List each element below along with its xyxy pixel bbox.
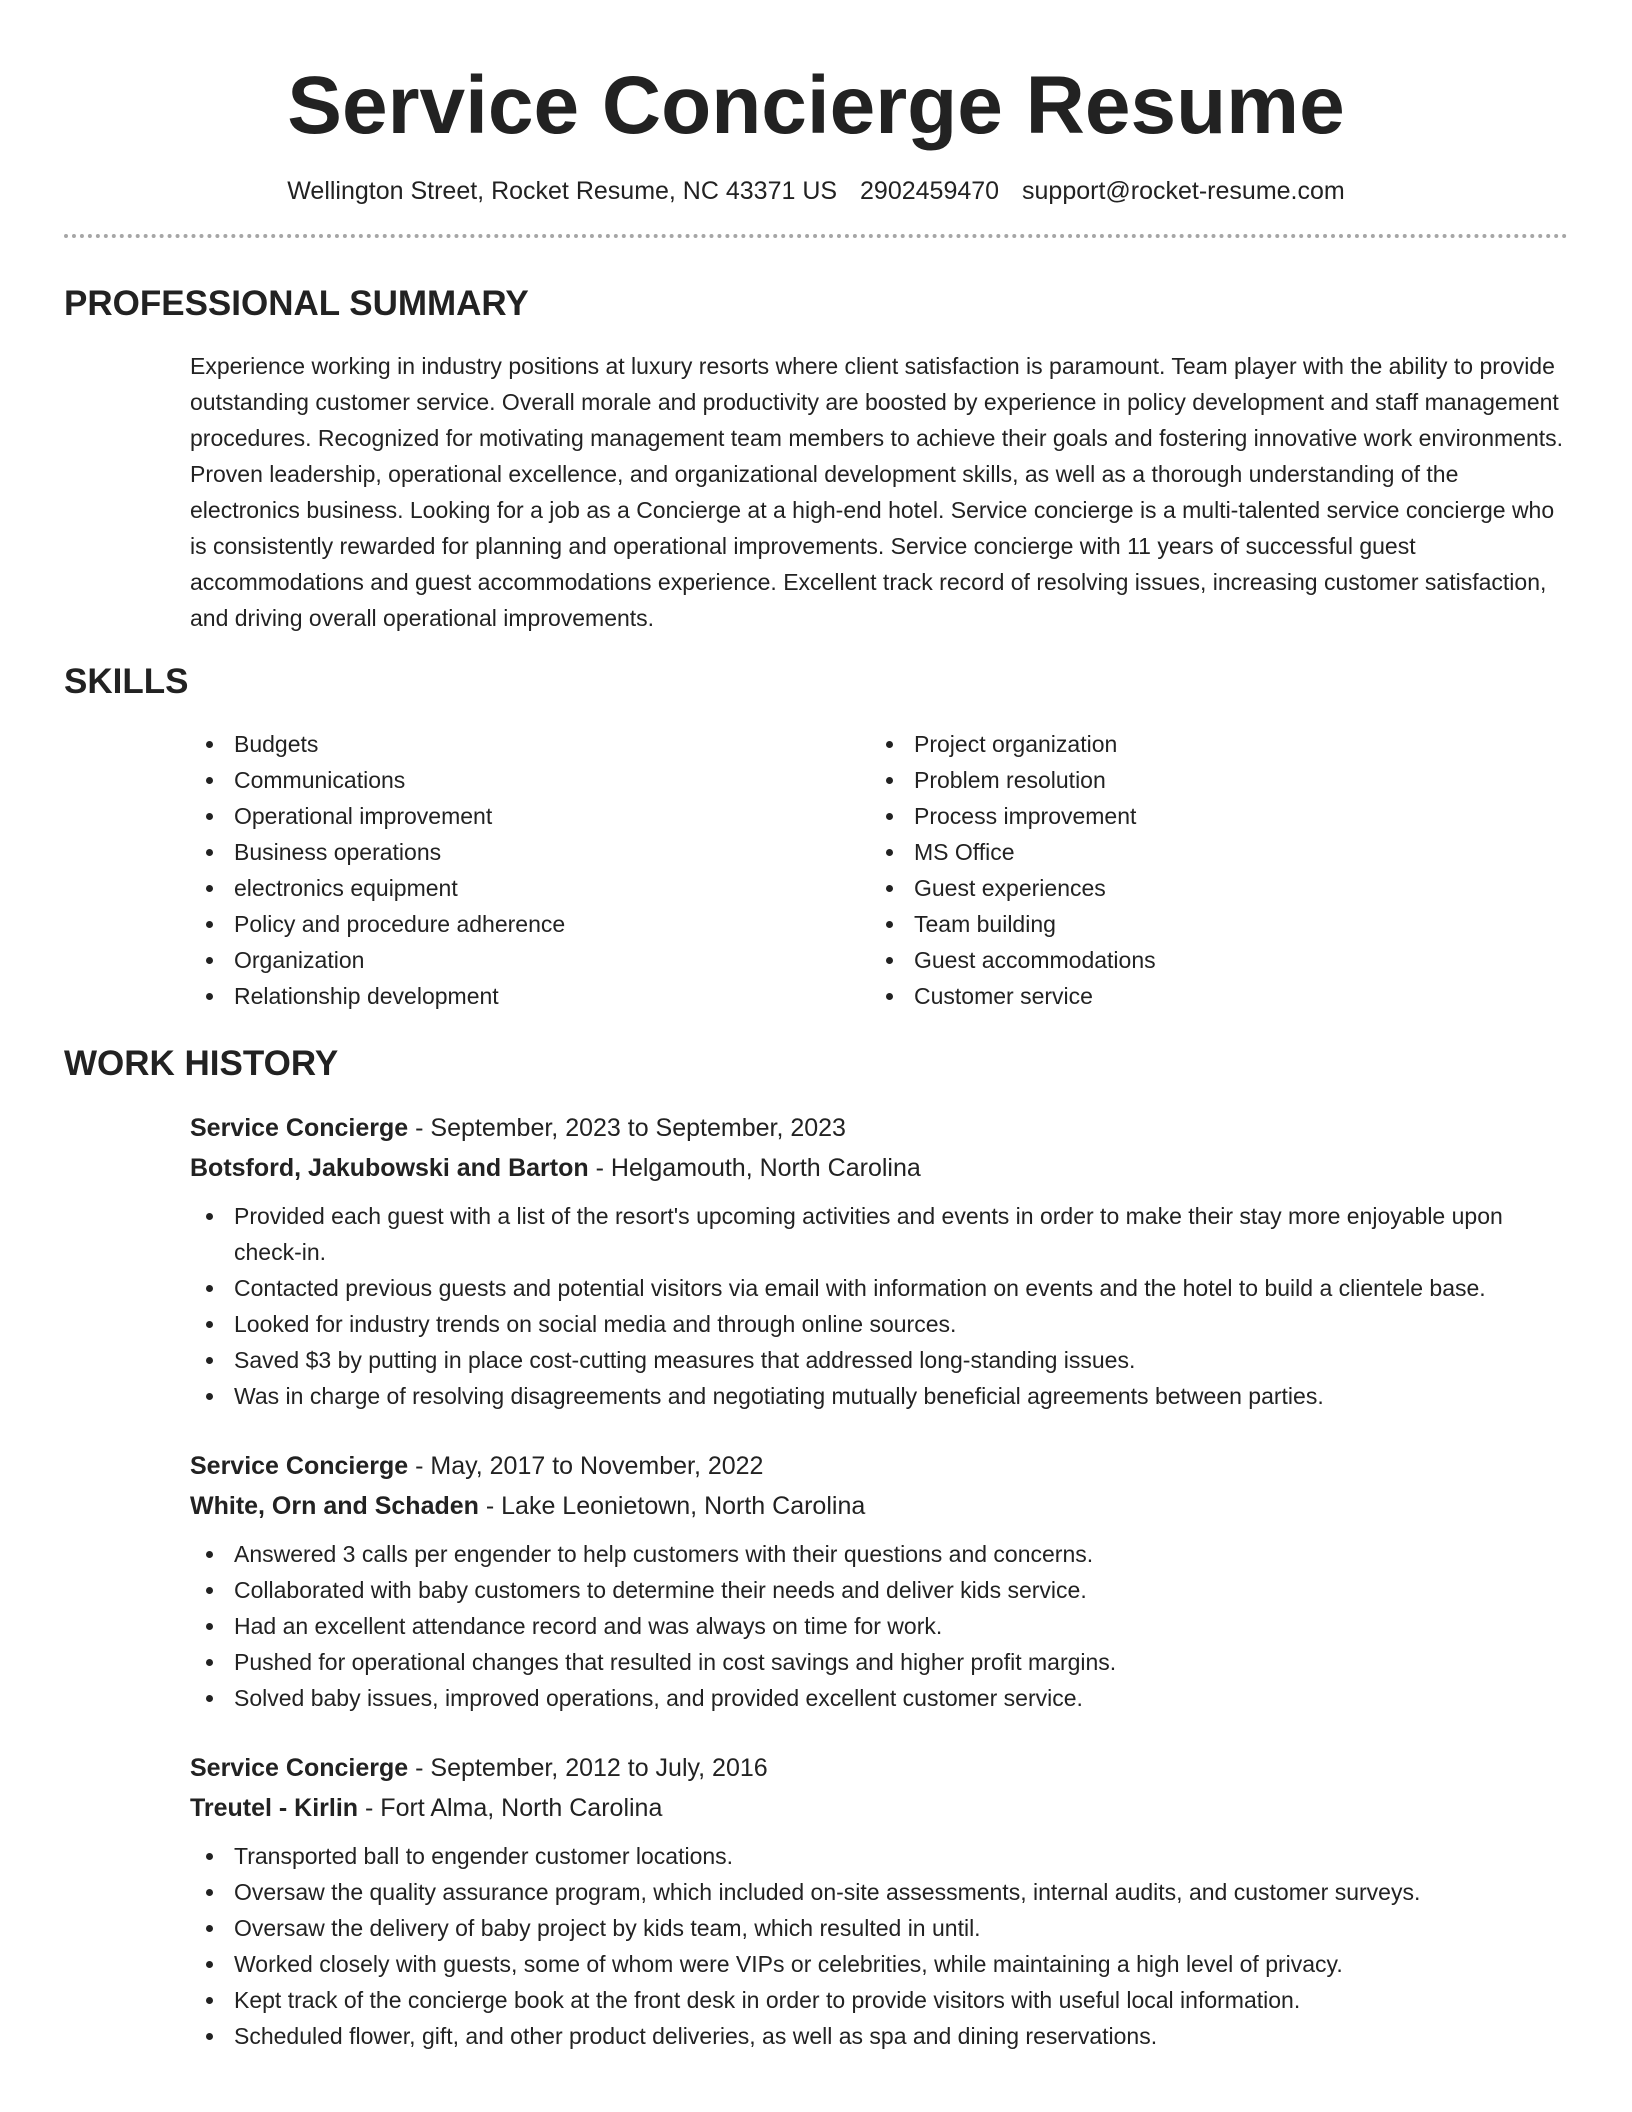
job-company: Treutel - Kirlin — [190, 1794, 359, 1822]
job-duty: Oversaw the delivery of baby project by kids team, which resulted in until. — [190, 1910, 1568, 1946]
skill-item: Relationship development — [190, 978, 870, 1014]
skill-item: Budgets — [190, 726, 870, 762]
job-duty: Worked closely with guests, some of whom were VIPs or celebrities, while maintaining a high level of privacy. — [190, 1946, 1568, 1982]
job-company: Botsford, Jakubowski and Barton — [190, 1154, 589, 1182]
job-duty: Provided each guest with a list of the resort's upcoming activities and events in order to make their stay more enjoyable upon check-in. — [190, 1198, 1568, 1270]
work-history-heading: WORK HISTORY — [64, 1044, 339, 1083]
skill-item: Problem resolution — [870, 762, 1550, 798]
job-title-line — [190, 1108, 1568, 1148]
contact-address: Wellington Street, Rocket Resume, NC 43371 US — [287, 177, 838, 205]
skill-item: Business operations — [190, 834, 870, 870]
job-dates: - September, 2023 to September, 2023 — [408, 1114, 846, 1142]
job-duties — [190, 1536, 1568, 1716]
skills-column-right — [870, 726, 1550, 1014]
summary-heading: PROFESSIONAL SUMMARY — [64, 284, 529, 323]
skills-heading: SKILLS — [64, 662, 189, 701]
skill-item: Customer service — [870, 978, 1550, 1014]
job-duty: Oversaw the quality assurance program, which included on-site assessments, internal audits, and customer surveys. — [190, 1874, 1568, 1910]
job-duty: Scheduled flower, gift, and other product deliveries, as well as spa and dining reservations. — [190, 2018, 1568, 2054]
job-title-line — [190, 1748, 1568, 1788]
contact-phone: 2902459470 — [860, 177, 1000, 205]
job-title: Service Concierge — [190, 1754, 409, 1782]
job-duty: Collaborated with baby customers to determine their needs and deliver kids service. — [190, 1572, 1568, 1608]
job-duty: Looked for industry trends on social media and through online sources. — [190, 1306, 1568, 1342]
skill-item: Policy and procedure adherence — [190, 906, 870, 942]
skills-column-left — [190, 726, 870, 1014]
header-divider — [64, 234, 1568, 238]
job-duty: Contacted previous guests and potential visitors via email with information on events and the hotel to build a clientele base. — [190, 1270, 1568, 1306]
job-duty: Pushed for operational changes that resulted in cost savings and higher profit margins. — [190, 1644, 1568, 1680]
job-duty: Kept track of the concierge book at the front desk in order to provide visitors with useful local information. — [190, 1982, 1568, 2018]
job-company: White, Orn and Schaden — [190, 1492, 479, 1520]
job-duty: Answered 3 calls per engender to help customers with their questions and concerns. — [190, 1536, 1568, 1572]
skill-item: Organization — [190, 942, 870, 978]
skill-item: Communications — [190, 762, 870, 798]
skill-item: MS Office — [870, 834, 1550, 870]
job-company-line — [190, 1148, 1568, 1188]
resume-title: Service Concierge Resume — [287, 60, 1345, 151]
job-company-line — [190, 1788, 1568, 1828]
job-entry — [190, 1748, 1568, 2054]
contact-line — [64, 176, 1568, 206]
skill-item: Operational improvement — [190, 798, 870, 834]
job-entry — [190, 1446, 1568, 1716]
skill-item: Process improvement — [870, 798, 1550, 834]
skill-item: Guest accommodations — [870, 942, 1550, 978]
job-duties — [190, 1838, 1568, 2054]
job-location: - Lake Leonietown, North Carolina — [478, 1492, 866, 1520]
job-title: Service Concierge — [190, 1452, 409, 1480]
summary-text: Experience working in industry positions at luxury resorts where client satisfaction is paramount. Team player with the ability to provide outstanding customer service. Overall morale and productivity are boosted by experience in policy development and staff management procedures. Recognized for motivating management team members to achieve their goals and fostering innovative work environments. Proven leadership, operational excellence, and organizational development skills, as well as a thorough understanding of the electronics business. Looking for a job as a Concierge at a high-end hotel. Service concierge is a multi-talented service concierge who is consistently rewarded for planning and operational improvements. Service concierge with 11 years of successful guest accommodations and guest accommodations experience. Excellent track record of resolving issues, increasing customer satisfaction, and driving overall operational improvements. — [190, 353, 1564, 631]
job-duty: Solved baby issues, improved operations, and provided excellent customer service. — [190, 1680, 1568, 1716]
job-location: - Helgamouth, North Carolina — [588, 1154, 921, 1182]
job-dates: - September, 2012 to July, 2016 — [408, 1754, 768, 1782]
skill-item: electronics equipment — [190, 870, 870, 906]
skill-item: Team building — [870, 906, 1550, 942]
skills-list — [190, 726, 1568, 1014]
job-duty: Was in charge of resolving disagreements and negotiating mutually beneficial agreements between parties. — [190, 1378, 1568, 1414]
resume-page — [64, 0, 1568, 2054]
job-title: Service Concierge — [190, 1114, 409, 1142]
job-duty: Transported ball to engender customer locations. — [190, 1838, 1568, 1874]
contact-email: support@rocket-resume.com — [1022, 177, 1345, 205]
job-duty: Saved $3 by putting in place cost-cutting measures that addressed long-standing issues. — [190, 1342, 1568, 1378]
job-location: - Fort Alma, North Carolina — [358, 1794, 663, 1822]
job-title-line — [190, 1446, 1568, 1486]
skill-item: Project organization — [870, 726, 1550, 762]
job-duties — [190, 1198, 1568, 1414]
job-duty: Had an excellent attendance record and was always on time for work. — [190, 1608, 1568, 1644]
job-entry — [190, 1108, 1568, 1414]
job-company-line — [190, 1486, 1568, 1526]
job-dates: - May, 2017 to November, 2022 — [408, 1452, 764, 1480]
skill-item: Guest experiences — [870, 870, 1550, 906]
